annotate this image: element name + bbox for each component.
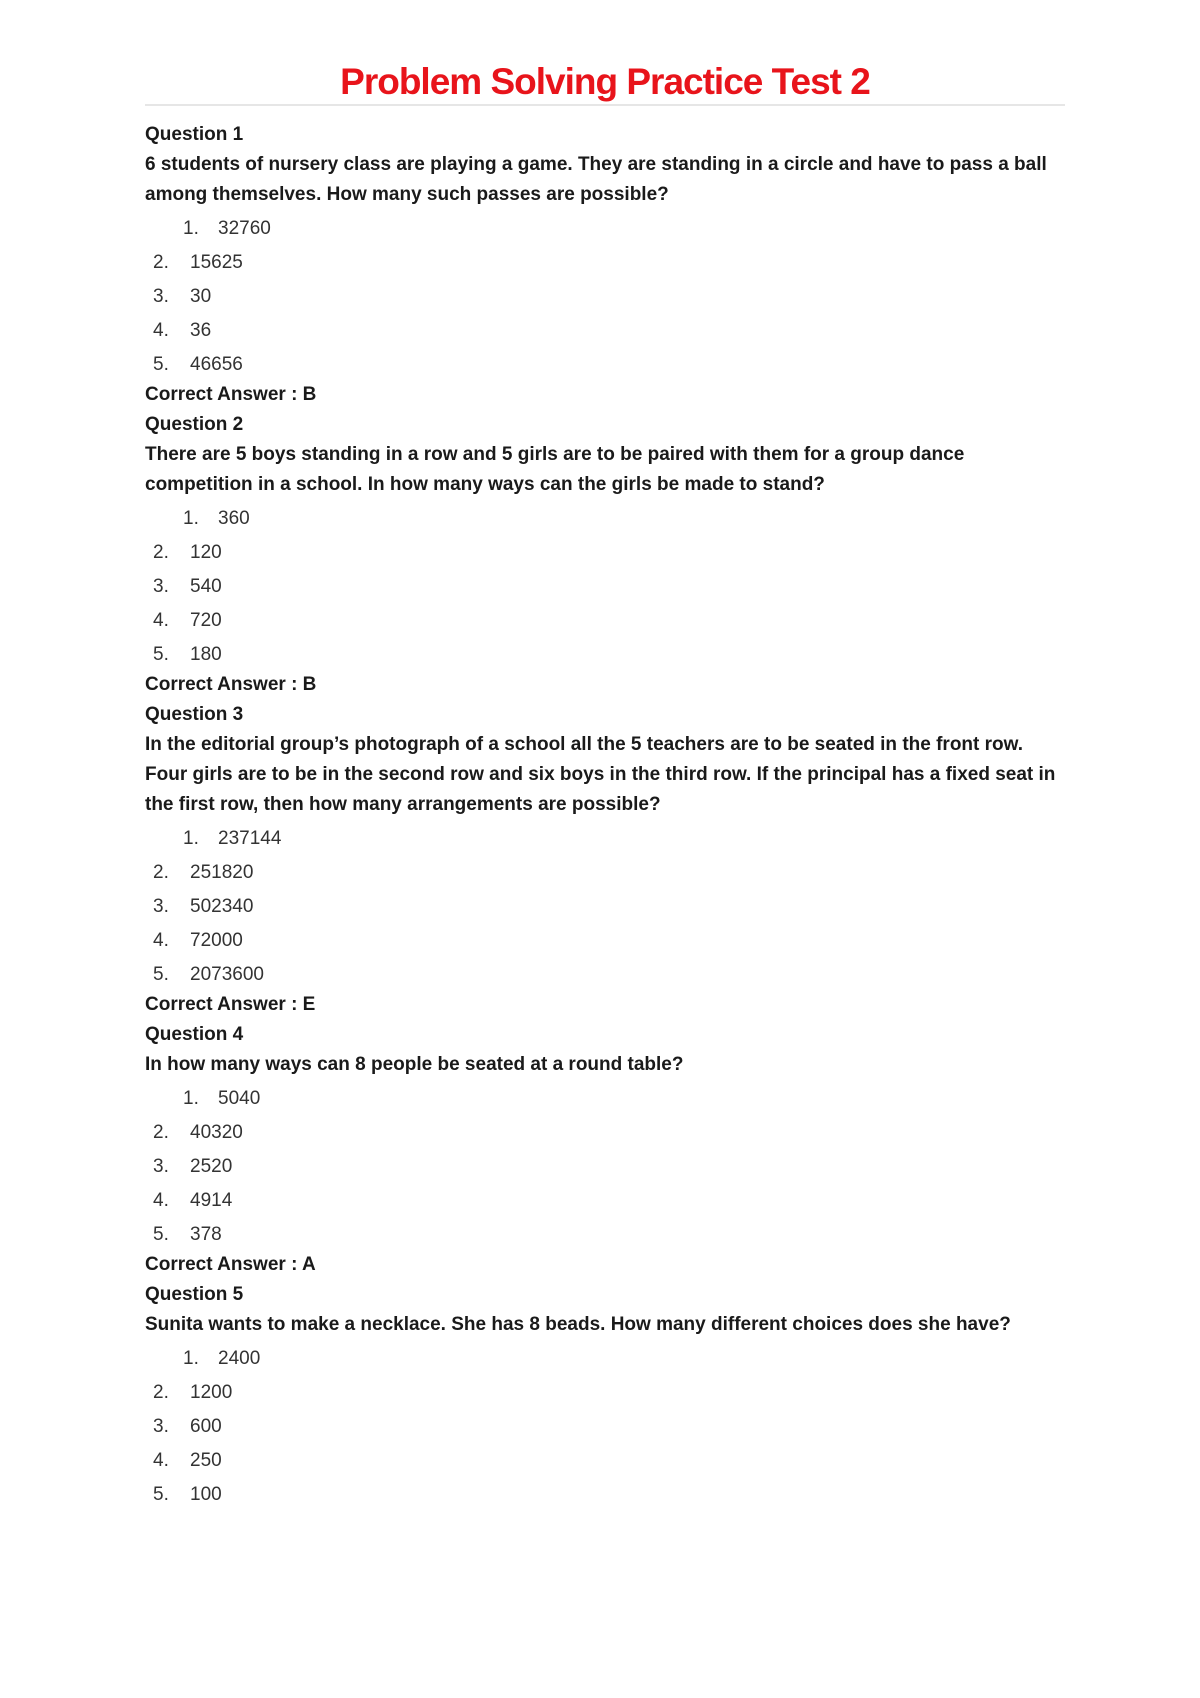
- option-item: 4. 72000: [153, 930, 243, 951]
- question-1: [145, 120, 1065, 410]
- option-item: 5. 100: [153, 1484, 222, 1505]
- option-item: 5. 180: [153, 644, 222, 665]
- option-item: 3. 30: [153, 286, 212, 307]
- correct-answer: Correct Answer : B: [145, 384, 317, 405]
- correct-answer: Correct Answer : A: [145, 1254, 316, 1275]
- option-item: 1. 2400: [183, 1348, 261, 1369]
- question-text: 6 students of nursery class are playing a game. They are standing in a circle and have to pass a ball among themselves. How many such passes are possible?: [145, 154, 1047, 205]
- title-divider: [145, 104, 1065, 106]
- option-list: [145, 1082, 1065, 1252]
- option-item: 2. 251820: [153, 862, 254, 883]
- option-item: 2. 15625: [153, 252, 243, 273]
- question-heading: Question 4: [145, 1024, 244, 1045]
- option-item: 4. 720: [153, 610, 222, 631]
- question-text: In the editorial group’s photograph of a school all the 5 teachers are to be seated in the front row. Four girls are to be in the second row and six boys in the third row. If the principal has a fixed seat in the first row, then how many arrangements are possible?: [145, 734, 1056, 815]
- question-heading: Question 3: [145, 704, 244, 725]
- option-item: 5. 378: [153, 1224, 222, 1245]
- option-item: 1. 5040: [183, 1088, 261, 1109]
- option-item: 2. 1200: [153, 1382, 233, 1403]
- option-list: [145, 502, 1065, 672]
- option-list: [145, 212, 1065, 382]
- option-item: 4. 4914: [153, 1190, 233, 1211]
- document-page: [145, 0, 1065, 1512]
- question-2: [145, 410, 1065, 700]
- option-item: 4. 36: [153, 320, 212, 341]
- question-heading: Question 1: [145, 124, 244, 145]
- question-heading: Question 5: [145, 1284, 244, 1305]
- option-item: 3. 2520: [153, 1156, 233, 1177]
- option-item: 4. 250: [153, 1450, 222, 1471]
- option-item: 3. 600: [153, 1416, 222, 1437]
- question-3: [145, 700, 1065, 1020]
- option-item: 1. 237144: [183, 828, 282, 849]
- option-item: 5. 46656: [153, 354, 243, 375]
- option-item: 1. 360: [183, 508, 250, 529]
- question-5: [145, 1280, 1065, 1512]
- question-text: Sunita wants to make a necklace. She has 8 beads. How many different choices does she have?: [145, 1314, 1011, 1335]
- option-item: 1. 32760: [183, 218, 271, 239]
- question-text: There are 5 boys standing in a row and 5 girls are to be paired with them for a group dance competition in a school. In how many ways can the girls be made to stand?: [145, 444, 965, 495]
- option-item: 2. 120: [153, 542, 222, 563]
- option-item: 3. 540: [153, 576, 222, 597]
- option-item: 2. 40320: [153, 1122, 243, 1143]
- question-heading: Question 2: [145, 414, 244, 435]
- option-item: 5. 2073600: [153, 964, 264, 985]
- correct-answer: Correct Answer : E: [145, 994, 316, 1015]
- correct-answer: Correct Answer : B: [145, 674, 317, 695]
- option-item: 3. 502340: [153, 896, 254, 917]
- question-4: [145, 1020, 1065, 1280]
- option-list: [145, 1342, 1065, 1512]
- option-list: [145, 822, 1065, 992]
- question-text: In how many ways can 8 people be seated at a round table?: [145, 1054, 684, 1075]
- page-title: Problem Solving Practice Test 2: [340, 61, 870, 102]
